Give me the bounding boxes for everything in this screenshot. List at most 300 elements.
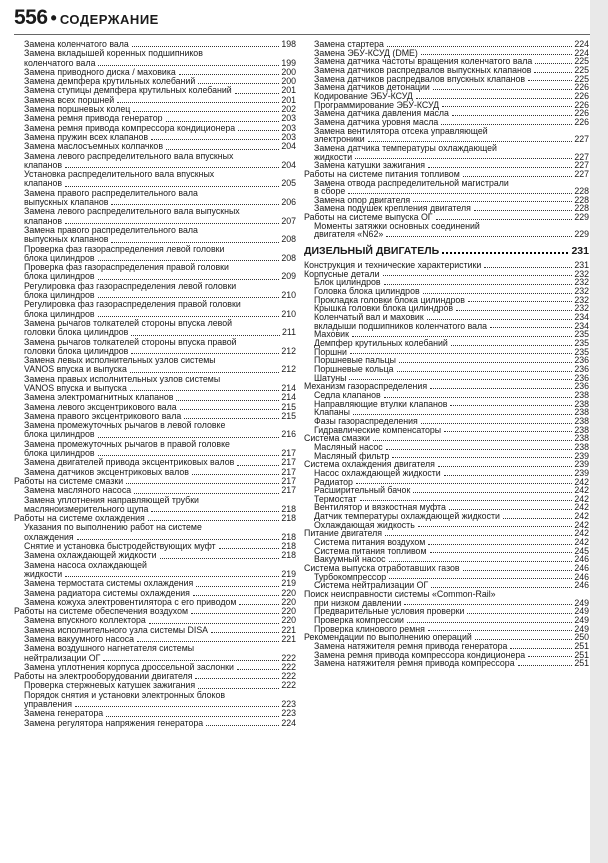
leader-dots	[132, 46, 279, 47]
leader-dots	[418, 526, 573, 527]
leader-dots	[137, 641, 279, 642]
leader-dots	[528, 656, 572, 657]
toc-entry-title: Замена исполнительного узла системы DISA	[24, 624, 209, 635]
leader-dots	[433, 89, 572, 90]
toc-entry-page: 217	[281, 475, 296, 486]
header-rule	[14, 34, 594, 35]
toc-entry-page: 249	[574, 597, 589, 608]
toc-entry-title: Прокладка головки блока цилиндров	[314, 294, 465, 305]
toc-entry-title: Регулировка фаз газораспределения правой головки	[24, 299, 241, 310]
toc-entry-title: блока цилиндров	[24, 271, 95, 282]
leader-dots	[237, 669, 279, 670]
toc-entry-title: Датчик температуры охлаждающей жидкости	[314, 511, 500, 522]
toc-entry-title: Гидравлические компенсаторы	[314, 424, 442, 435]
diesel-engine-heading	[304, 245, 589, 257]
toc-entry-title: Указания по выполнению работ на системе	[24, 522, 202, 533]
leader-dots	[65, 186, 279, 187]
leader-dots	[149, 623, 280, 624]
toc-entry-page: 239	[574, 450, 589, 461]
toc-entry-title: Замена масляного насоса	[24, 485, 132, 496]
toc-entry-title: Термостат	[314, 493, 357, 504]
toc-entry-title: Замена рычагов толкателей стороны впуска левой	[24, 317, 233, 328]
toc-entry-page: 222	[281, 680, 296, 691]
toc-entry-title: Замена приводного диска / маховика	[24, 66, 176, 77]
leader-dots	[75, 706, 279, 707]
toc-entry-page: 221	[281, 634, 296, 644]
toc-entry-title: Проверка компрессии	[314, 615, 404, 625]
toc-entry-page: 218	[281, 531, 296, 542]
toc-entry-page: 219	[281, 578, 296, 589]
toc-entry-page: 225	[574, 73, 589, 84]
leader-dots	[535, 63, 572, 64]
leader-dots	[451, 345, 572, 346]
toc-entry-title: Замена опор двигателя	[314, 194, 411, 205]
leader-dots	[528, 80, 572, 81]
toc-entry-page: 232	[574, 286, 589, 297]
toc-entry-page: 219	[281, 568, 296, 579]
toc-entry-page: 222	[281, 671, 296, 682]
toc-entry-page: 236	[574, 372, 589, 383]
toc-entry	[304, 659, 589, 668]
toc-entry-title: охлаждения	[24, 531, 74, 542]
toc-entry-title: Поршни	[314, 346, 347, 357]
leader-dots	[386, 449, 573, 450]
leader-dots	[98, 437, 280, 438]
toc-entry-page: 238	[574, 441, 589, 452]
leader-dots	[180, 409, 280, 410]
leader-dots	[427, 319, 573, 320]
toc-entry-page: 220	[281, 587, 296, 598]
toc-entry-page: 227	[574, 160, 589, 171]
leader-dots	[166, 149, 279, 150]
toc-entry-title: Замена промежуточных рычагов в левой головке	[24, 420, 226, 431]
toc-entry-title: Корпусные детали	[304, 268, 380, 279]
toc-entry-title: Замена кожуха электровентилятора с его приводом	[24, 596, 237, 607]
toc-entry-page: 231	[574, 260, 589, 271]
leader-dots	[106, 716, 279, 717]
toc-entry-title: Регулировка фаз газораспределения левой головки	[24, 280, 237, 291]
leader-dots	[413, 492, 572, 493]
leader-dots	[353, 414, 572, 415]
toc-entry-page: 211	[281, 327, 296, 338]
toc-entry-page: 249	[574, 615, 589, 625]
toc-entry-page: 251	[574, 649, 589, 660]
leader-dots	[98, 65, 279, 66]
toc-entry-page: 249	[574, 606, 589, 617]
toc-entry-title: выпускных клапанов	[24, 234, 109, 245]
leader-dots	[198, 688, 279, 689]
toc-entry-title: Замена датчиков детонации	[314, 82, 430, 93]
toc-entry-title: при низком давлении	[314, 597, 402, 608]
toc-entry-title: Замена правого распределительного вала	[24, 224, 198, 235]
leader-dots	[196, 586, 279, 587]
toc-entry-title: Работы на системе выпуска ОГ	[304, 212, 433, 223]
leader-dots	[352, 336, 572, 337]
toc-entry-title: блока цилиндров	[24, 308, 95, 319]
toc-entry-page: 227	[574, 168, 589, 179]
toc-entry-page: 235	[574, 338, 589, 348]
leader-dots	[423, 293, 573, 294]
toc-entry-page: 214	[281, 392, 296, 403]
toc-entry-page: 223	[281, 699, 296, 710]
toc-entry-title: Масляный насос	[314, 441, 383, 452]
leader-dots	[386, 236, 572, 237]
toc-entry-title: Замена правого распределительного вала	[24, 187, 198, 198]
page-number: 556	[14, 6, 48, 29]
leader-dots	[399, 362, 572, 363]
leader-dots	[428, 630, 572, 631]
page-edge-shadow	[590, 0, 608, 863]
toc-entry-page: 208	[281, 234, 296, 245]
toc-entry-title: Механизм газораспределения	[304, 381, 428, 392]
toc-entry-page: 216	[281, 429, 296, 440]
toc-entry-page: 238	[574, 398, 589, 409]
toc-entry-page: 238	[574, 389, 589, 400]
toc-entry-page: 217	[281, 457, 296, 468]
header-bullet: •	[50, 8, 57, 28]
toc-entry-title: Проверка клинового ремня	[314, 623, 425, 634]
toc-entry-title: клапанов	[24, 178, 63, 189]
leader-dots	[65, 576, 279, 577]
toc-entry-title: Программирование ЭБУ-КСУД	[314, 99, 440, 110]
toc-entry-title: жидкости	[314, 151, 353, 162]
toc-entry-title: Рекомендации по выполнению операций	[304, 632, 472, 643]
leader-dots	[397, 371, 573, 372]
leader-dots	[103, 660, 279, 661]
leader-dots	[198, 83, 279, 84]
toc-entry-page: 217	[281, 448, 296, 459]
toc-entry-title: Замена насоса охлаждающей	[24, 559, 147, 570]
toc-entry-page: 232	[574, 303, 589, 314]
toc-entry-title: Маховик	[314, 329, 349, 340]
toc-entry-title: Замена уплотнения корпуса дроссельной заслонки	[24, 661, 234, 672]
toc-entry-title: блока цилиндров	[24, 429, 95, 440]
leader-dots	[98, 260, 280, 261]
toc-entry-title: Замена двигателей привода эксцентриковых валов	[24, 457, 235, 468]
toc-entry-title: нейтрализации ОГ	[24, 652, 101, 663]
leader-dots	[65, 223, 279, 224]
leader-dots	[360, 500, 573, 501]
toc-entry-page: 245	[574, 545, 589, 556]
leader-dots	[131, 353, 279, 354]
leader-dots	[195, 678, 279, 679]
toc-entry-title: Охлаждающая жидкость	[314, 519, 415, 530]
leader-dots	[436, 219, 573, 220]
toc-entry-title: Предварительные условия проверки	[314, 606, 465, 617]
leader-dots	[387, 46, 572, 47]
toc-entry-title: Система охлаждения двигателя	[304, 459, 435, 470]
toc-entry-title: Система смазки	[304, 433, 370, 444]
toc-entry-title: Замена стартера	[314, 39, 384, 49]
toc-entry-title: Замена датчиков распредвалов выпускных клапанов	[314, 64, 532, 75]
toc-entry-title: Замена вентилятора отсека управляющей	[314, 125, 488, 136]
leader-dots	[373, 440, 572, 441]
leader-dots	[179, 74, 280, 75]
toc-entry-page: 206	[281, 197, 296, 208]
leader-dots	[475, 639, 573, 640]
toc-entry-title: управления	[24, 699, 72, 710]
toc-entry-page: 242	[574, 519, 589, 530]
toc-entry-page: 246	[574, 554, 589, 565]
toc-entry-title: Расширительный бачок	[314, 485, 411, 496]
toc-entry-page: 198	[281, 39, 296, 49]
toc-entry	[304, 365, 589, 374]
toc-entry-title: Замена ремня привода компрессора кондиционера	[24, 122, 236, 133]
toc-entry-title: Снятие и установка быстродействующих муфт	[24, 541, 216, 552]
leader-dots	[98, 316, 280, 317]
toc-entry	[304, 230, 589, 239]
toc-entry-title: Замена уплотнения направляющей трубки	[24, 494, 199, 505]
leader-dots	[468, 301, 572, 302]
toc-entry-title: головки блока цилиндров	[24, 345, 129, 356]
leader-dots	[452, 115, 572, 116]
toc-entry-title: Замена ремня привода компрессора кондиционера	[314, 649, 526, 660]
leader-dots	[111, 242, 279, 243]
toc-entry-title: Поршневые пальцы	[314, 355, 396, 366]
toc-entry-title: Демпфер крутильных колебаний	[314, 338, 448, 348]
toc-entry-title: Проверка стержневых катушек зажигания	[24, 680, 196, 691]
toc-entry-page: 249	[574, 623, 589, 634]
toc-entry-title: Замена левого эксцентрикового вала	[24, 401, 177, 412]
toc-entry-title: Замена датчиков распредвалов впускных клапанов	[314, 73, 526, 84]
toc-entry-page: 224	[574, 47, 589, 58]
toc-entry-title: Проверка фаз газораспределения левой головки	[24, 243, 225, 254]
leader-dots	[176, 400, 279, 401]
toc-entry-page: 201	[281, 94, 296, 105]
toc-entry	[304, 179, 589, 188]
leader-dots	[160, 558, 280, 559]
toc-entry-title: Замена ЭБУ-КСУД (DME)	[314, 47, 418, 58]
leader-dots	[350, 353, 572, 354]
toc-entry-title: Система питания топливом	[314, 545, 427, 556]
toc-entry-page: 251	[574, 640, 589, 651]
toc-entry-page: 238	[574, 407, 589, 418]
leader-dots	[442, 252, 568, 254]
toc-entry-title: Замена охлаждающей жидкости	[24, 550, 157, 561]
toc-entry-page: 201	[281, 85, 296, 96]
toc-entry-title: Работы на электрооборудовании двигателя	[14, 671, 193, 682]
leader-dots	[430, 552, 573, 553]
toc-entry-page: 226	[574, 99, 589, 110]
toc-entry-page: 242	[574, 493, 589, 504]
leader-dots	[384, 284, 573, 285]
toc-entry-page: 204	[281, 141, 296, 152]
leader-dots	[463, 570, 573, 571]
toc-entry-title: двигателя «N62»	[314, 229, 384, 240]
toc-entry-page: 212	[281, 345, 296, 356]
toc-entry-page: 232	[574, 294, 589, 305]
leader-dots	[355, 158, 572, 159]
toc-entry-title: Замена регулятора напряжения генератора	[24, 717, 204, 728]
toc-entry-page: 236	[574, 363, 589, 374]
toc-entry-page: 209	[281, 271, 296, 282]
toc-entry-title: Седла клапанов	[314, 389, 381, 400]
toc-entry-page: 229	[574, 212, 589, 223]
toc-entry-page: 242	[574, 511, 589, 522]
toc-entry-page: 218	[281, 503, 296, 514]
toc-entry-title: Замена подушек крепления двигателя	[314, 203, 471, 214]
toc-entry-title: Система питания воздухом	[314, 537, 426, 548]
leader-dots	[518, 665, 573, 666]
leader-dots	[151, 511, 279, 512]
leader-dots	[444, 475, 573, 476]
toc-entry-page: 205	[281, 178, 296, 189]
toc-entry-title: Замена катушки зажигания	[314, 160, 426, 171]
toc-entry-title: Направляющие втулки клапанов	[314, 398, 448, 409]
toc-entry-title: Вентилятор и вязкостная муфта	[314, 502, 446, 513]
toc-entry-page: 225	[574, 64, 589, 75]
leader-dots	[463, 176, 573, 177]
toc-entry-page: 218	[281, 541, 296, 552]
leader-dots	[428, 167, 572, 168]
toc-entry-title: Замена датчика частоты вращения коленчатого вала	[314, 56, 533, 67]
toc-entry-title: Замена правого эксцентрикового вала	[24, 410, 182, 421]
toc-entry-title: Радиатор	[314, 476, 353, 487]
leader-dots	[193, 595, 279, 596]
section-title: СОДЕРЖАНИЕ	[59, 12, 159, 27]
toc-entry-title: Замена впускного коллектора	[24, 615, 146, 626]
leader-dots	[133, 111, 279, 112]
toc-entry-page: 218	[281, 550, 296, 561]
leader-dots	[184, 418, 279, 419]
toc-entry-title: Замена коленчатого вала	[24, 39, 129, 49]
toc-entry-page: 222	[281, 661, 296, 672]
toc-entry-page: 234	[574, 320, 589, 331]
toc-entry-title: Замена ремня привода генератор	[24, 113, 163, 124]
toc-entry-page: 224	[574, 39, 589, 49]
leader-dots	[404, 604, 572, 605]
toc-entry-title: Замена натяжителя ремня привода компрессора	[314, 658, 515, 669]
toc-entry-title: Шатуны	[314, 372, 347, 383]
toc-entry-title: Порядок снятия и установки электронных блоков	[24, 689, 226, 700]
toc-entry-page: 227	[574, 151, 589, 162]
toc-entry-title: Замена ступицы демпфера крутильных колебаний	[24, 85, 232, 96]
toc-entry-page: 226	[574, 90, 589, 101]
toc-entry-page: 246	[574, 571, 589, 582]
toc-entry-page: 214	[281, 382, 296, 393]
leader-dots	[383, 275, 573, 276]
toc-entry-title: Система нейтрализации ОГ	[314, 580, 429, 591]
toc-entry-title: Замена радиатора системы охлаждения	[24, 587, 190, 598]
toc-entry-title: Установка распределительного вала впускных	[24, 169, 215, 180]
toc-entry-page: 238	[574, 415, 589, 426]
toc-entry-page: 215	[281, 410, 296, 421]
leader-dots	[98, 297, 280, 298]
toc-column-right	[304, 40, 589, 668]
toc-entry-title: Замена электромагнитных клапанов	[24, 392, 174, 403]
toc-entry-page: 215	[281, 401, 296, 412]
leader-dots	[239, 604, 279, 605]
toc-entry-title: Проверка фаз газораспределения правой головки	[24, 262, 229, 273]
toc-entry-title: Замена поршневых колец	[24, 104, 131, 115]
toc-entry-title: выпускных клапанов	[24, 197, 109, 208]
toc-entry-title: Моменты затяжки основных соединений	[314, 220, 480, 231]
toc-entry-title: Замена правых исполнительных узлов системы	[24, 373, 221, 384]
toc-entry-page: 204	[281, 159, 296, 170]
toc-entry-page: 207	[281, 215, 296, 226]
toc-entry-page: 232	[574, 268, 589, 279]
leader-dots	[490, 327, 572, 328]
toc-entry-title: Коленчатый вал и маховик	[314, 312, 424, 323]
leader-dots	[444, 431, 572, 432]
toc-entry-page: 217	[281, 485, 296, 496]
leader-dots	[456, 310, 572, 311]
toc-entry-title: Клапаны	[314, 407, 350, 418]
toc-entry-page: 239	[574, 459, 589, 470]
toc-entry-page: 226	[574, 116, 589, 127]
toc-entry-title: Замена левого распределительного вала выпускных	[24, 206, 240, 217]
toc-entry-page: 242	[574, 537, 589, 548]
toc-entry-title: Замена воздушного нагнетателя системы	[24, 643, 195, 654]
toc-entry-page: 238	[574, 433, 589, 444]
toc-entry-title: в сборе	[314, 186, 346, 197]
toc-entry-page: 246	[574, 580, 589, 591]
toc-entry-page: 228	[574, 194, 589, 205]
toc-entry-title: блока цилиндров	[24, 252, 95, 263]
toc-entry-title: коленчатого вала	[24, 57, 96, 68]
diesel-engine-page: 231	[571, 245, 589, 258]
toc-entry-page: 224	[281, 717, 296, 728]
toc-entry-page: 235	[574, 346, 589, 357]
leader-dots	[235, 93, 280, 94]
toc-entry-title: Крышка головки блока цилиндров	[314, 303, 454, 314]
toc-entry-title: масляноизмерительного щупа	[24, 503, 149, 514]
toc-entry-page: 242	[574, 502, 589, 513]
toc-entry-title: Замена всех поршней	[24, 94, 115, 105]
toc-entry-title: Работы на системе питания топливом	[304, 168, 460, 179]
toc-entry-title: Замена пружин всех клапанов	[24, 131, 149, 142]
toc-entry-title: Замена отвода распределительной магистрали	[314, 177, 509, 188]
toc-entry-page: 210	[281, 308, 296, 319]
toc-entry-title: Турбокомпрессор	[314, 571, 387, 582]
leader-dots	[191, 613, 279, 614]
toc-entry-title: Фазы газораспределения	[314, 415, 418, 426]
leader-dots	[474, 210, 572, 211]
leader-dots	[166, 121, 280, 122]
leader-dots	[117, 102, 279, 103]
toc-entry-page: 236	[574, 355, 589, 366]
leader-dots	[65, 167, 279, 168]
toc-entry-title: Замена термостата системы охлаждения	[24, 578, 194, 589]
toc-entry-title: Насос охлаждающей жидкости	[314, 467, 441, 478]
toc-entry-page: 236	[574, 381, 589, 392]
leader-dots	[484, 267, 572, 268]
leader-dots	[392, 457, 572, 458]
leader-dots	[237, 465, 279, 466]
toc-entry-page: 203	[281, 122, 296, 133]
toc-entry-page: 203	[281, 113, 296, 124]
leader-dots	[148, 520, 280, 521]
toc-entry-title: Замена вкладышей коренных подшипников	[24, 48, 203, 59]
toc-entry-title: Блок цилиндров	[314, 277, 381, 288]
leader-dots	[421, 54, 572, 55]
leader-dots	[130, 390, 279, 391]
toc-entry-title: Замена рычагов толкателей стороны впуска правой	[24, 336, 237, 347]
toc-entry-title: клапанов	[24, 215, 63, 226]
toc-entry-title: электроники	[314, 134, 365, 145]
toc-entry-page: 202	[281, 104, 296, 115]
toc-entry-title: Замена демпфера крутильных колебаний	[24, 76, 196, 87]
toc-entry-page: 251	[574, 658, 589, 669]
toc-entry-page: 200	[281, 76, 296, 87]
toc-entry-page: 203	[281, 131, 296, 142]
leader-dots	[416, 98, 572, 99]
leader-dots	[349, 379, 572, 380]
toc-entry-page: 229	[574, 229, 589, 240]
leader-dots	[134, 493, 279, 494]
leader-dots	[98, 455, 280, 456]
toc-entry-title: VANOS впуска и выпуска	[24, 382, 127, 393]
